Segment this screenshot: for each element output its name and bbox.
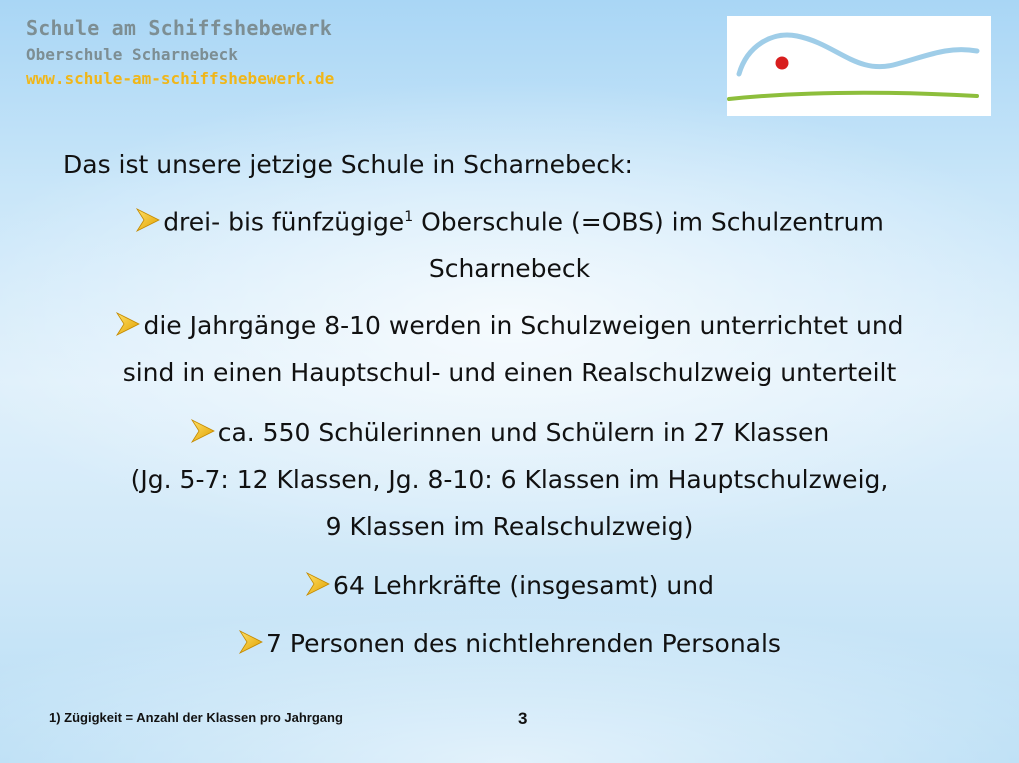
arrow-bullet-icon xyxy=(238,629,264,655)
intro-text: Das ist unsere jetzige Schule in Scharnebeck: xyxy=(63,150,633,179)
footnote-marker: 1 xyxy=(404,209,414,225)
bullet-line: 64 Lehrkräfte (insgesamt) und xyxy=(0,562,1019,609)
arrow-bullet-icon xyxy=(115,311,141,337)
bullet-line: drei- bis fünfzügige$^1$ Oberschule (=OBS) im Schulzentrum xyxy=(0,194,1019,245)
arrow-bullet-icon xyxy=(190,418,216,444)
bullet-item-4 xyxy=(0,562,1019,609)
page-number: 3 xyxy=(518,709,528,728)
bullet-line: (Jg. 5-7: 12 Klassen, Jg. 8-10: 6 Klassen im Hauptschulzweig, xyxy=(130,465,889,494)
bullet-item-2 xyxy=(0,302,1019,396)
footnote: 1) Zügigkeit = Anzahl der Klassen pro Jahrgang xyxy=(49,710,343,725)
bullet-item-1 xyxy=(0,194,1019,292)
bullet-line: ca. 550 Schülerinnen und Schülern in 27 Klassen xyxy=(0,409,1019,456)
bullet-line: Scharnebeck xyxy=(428,254,591,284)
school-type: Oberschule Scharnebeck xyxy=(26,45,238,64)
bullet-line: die Jahrgänge 8-10 werden in Schulzweigen unterrichtet und xyxy=(0,302,1019,349)
bullet-line: sind in einen Hauptschul- und einen Realschulzweig unterteilt xyxy=(122,358,897,387)
school-logo xyxy=(727,16,991,116)
arrow-bullet-icon xyxy=(305,571,331,597)
bullet-item-5 xyxy=(0,620,1019,667)
bullet-line: 9 Klassen im Realschulzweig) xyxy=(325,512,694,541)
bullet-item-3 xyxy=(0,409,1019,550)
school-website: www.schule-am-schiffshebewerk.de xyxy=(26,69,335,88)
school-logo-wave-icon xyxy=(727,16,991,116)
bullet-line: 7 Personen des nichtlehrenden Personals xyxy=(0,620,1019,667)
arrow-bullet-icon xyxy=(135,207,161,233)
school-name: Schule am Schiffshebewerk xyxy=(26,16,333,40)
